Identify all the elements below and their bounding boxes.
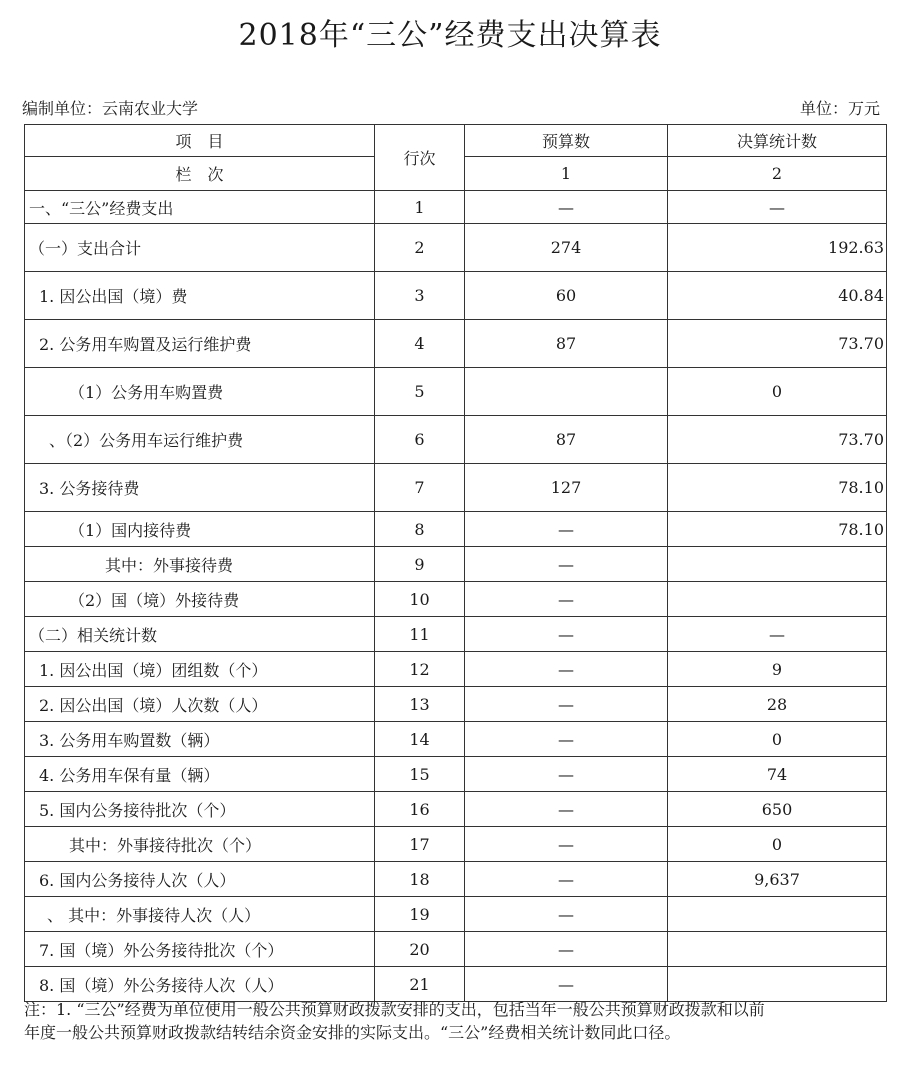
header-item: 项 目: [25, 125, 375, 157]
row-line: 12: [375, 652, 465, 687]
table-row: [25, 617, 887, 652]
row-budget: —: [465, 512, 668, 547]
table-row: [25, 191, 887, 224]
row-item: 、 其中：外事接待人次（人）: [25, 897, 375, 932]
header-line-no: 行次: [375, 125, 465, 191]
row-budget: —: [465, 582, 668, 617]
row-final: 0: [668, 368, 887, 416]
row-item: 1. 因公出国（境）费: [25, 272, 375, 320]
row-final: [668, 582, 887, 617]
row-final: 0: [668, 827, 887, 862]
row-final: 78.10: [668, 512, 887, 547]
row-budget: 127: [465, 464, 668, 512]
row-budget: —: [465, 792, 668, 827]
header-final-col-no: 2: [668, 157, 887, 191]
row-final: —: [668, 191, 887, 224]
row-line: 19: [375, 897, 465, 932]
row-budget: 274: [465, 224, 668, 272]
row-item: （一）支出合计: [25, 224, 375, 272]
row-item: 、（2）公务用车运行维护费: [25, 416, 375, 464]
row-budget: [465, 368, 668, 416]
row-line: 6: [375, 416, 465, 464]
row-item: 8. 国（境）外公务接待人次（人）: [25, 967, 375, 1002]
row-final: [668, 547, 887, 582]
table-row: [25, 897, 887, 932]
row-budget: —: [465, 862, 668, 897]
compiling-unit: 编制单位：云南农业大学: [22, 99, 199, 118]
row-line: 7: [375, 464, 465, 512]
row-line: 16: [375, 792, 465, 827]
header-budget-col-no: 1: [465, 157, 668, 191]
row-final: 73.70: [668, 416, 887, 464]
row-item: 5. 国内公务接待批次（个）: [25, 792, 375, 827]
row-item: 其中：外事接待批次（个）: [25, 827, 375, 862]
table-row: [25, 757, 887, 792]
table-row: [25, 368, 887, 416]
header-column-order: 栏 次: [25, 157, 375, 191]
row-line: 9: [375, 547, 465, 582]
footnote-line: 年度一般公共预算财政拨款结转结余资金安排的实际支出。“三公”经费相关统计数同此口径。: [24, 1023, 681, 1042]
row-line: 10: [375, 582, 465, 617]
row-budget: —: [465, 687, 668, 722]
row-item: 一、“三公”经费支出: [25, 191, 375, 224]
table-row: [25, 464, 887, 512]
row-budget: —: [465, 191, 668, 224]
footnote-line: 注：1. “三公”经费为单位使用一般公共预算财政拨款安排的支出，包括当年一般公共预算财政拨款和以前: [24, 1000, 765, 1019]
row-budget: 60: [465, 272, 668, 320]
header-final: 决算统计数: [668, 125, 887, 157]
row-line: 20: [375, 932, 465, 967]
row-item: 3. 公务接待费: [25, 464, 375, 512]
table-row: [25, 320, 887, 368]
footnote: [24, 998, 890, 1044]
row-budget: —: [465, 932, 668, 967]
row-final: 650: [668, 792, 887, 827]
row-item: 6. 国内公务接待人次（人）: [25, 862, 375, 897]
row-final: 78.10: [668, 464, 887, 512]
table-row: [25, 967, 887, 1002]
table-row: [25, 272, 887, 320]
row-item: 2. 因公出国（境）人次数（人）: [25, 687, 375, 722]
row-final: [668, 897, 887, 932]
row-line: 15: [375, 757, 465, 792]
row-final: 73.70: [668, 320, 887, 368]
row-line: 14: [375, 722, 465, 757]
row-item: 3. 公务用车购置数（辆）: [25, 722, 375, 757]
row-item: 7. 国（境）外公务接待批次（个）: [25, 932, 375, 967]
row-final: [668, 932, 887, 967]
table-row: [25, 827, 887, 862]
table-row: [25, 547, 887, 582]
row-item: 1. 因公出国（境）团组数（个）: [25, 652, 375, 687]
row-line: 3: [375, 272, 465, 320]
row-line: 11: [375, 617, 465, 652]
row-line: 13: [375, 687, 465, 722]
row-final: 0: [668, 722, 887, 757]
row-budget: —: [465, 757, 668, 792]
row-item: 其中：外事接待费: [25, 547, 375, 582]
table-row: [25, 932, 887, 967]
row-final: 192.63: [668, 224, 887, 272]
row-budget: —: [465, 617, 668, 652]
row-final: 74: [668, 757, 887, 792]
row-item: （1）国内接待费: [25, 512, 375, 547]
row-budget: 87: [465, 416, 668, 464]
row-item: （二）相关统计数: [25, 617, 375, 652]
row-final: 40.84: [668, 272, 887, 320]
table-row: [25, 582, 887, 617]
table-row: [25, 652, 887, 687]
row-final: 9: [668, 652, 887, 687]
row-budget: —: [465, 967, 668, 1002]
row-item: （2）国（境）外接待费: [25, 582, 375, 617]
row-line: 5: [375, 368, 465, 416]
row-final: —: [668, 617, 887, 652]
row-budget: 87: [465, 320, 668, 368]
table-row: [25, 792, 887, 827]
row-budget: —: [465, 897, 668, 932]
table-row: [25, 224, 887, 272]
row-budget: —: [465, 722, 668, 757]
row-line: 8: [375, 512, 465, 547]
page-title: 2018年“三公”经费支出决算表: [238, 18, 662, 53]
row-budget: —: [465, 827, 668, 862]
row-line: 2: [375, 224, 465, 272]
row-item: （1）公务用车购置费: [25, 368, 375, 416]
table-row: [25, 416, 887, 464]
header-row: [25, 125, 887, 157]
row-item: 4. 公务用车保有量（辆）: [25, 757, 375, 792]
table-row: [25, 722, 887, 757]
table-row: [25, 687, 887, 722]
row-final: 9,637: [668, 862, 887, 897]
row-final: [668, 967, 887, 1002]
row-budget: —: [465, 652, 668, 687]
row-line: 18: [375, 862, 465, 897]
row-line: 17: [375, 827, 465, 862]
currency-unit: 单位：万元: [799, 99, 880, 118]
row-item: 2. 公务用车购置及运行维护费: [25, 320, 375, 368]
table-row: [25, 512, 887, 547]
table-row: [25, 862, 887, 897]
row-line: 21: [375, 967, 465, 1002]
row-line: 1: [375, 191, 465, 224]
row-final: 28: [668, 687, 887, 722]
row-budget: —: [465, 547, 668, 582]
row-line: 4: [375, 320, 465, 368]
expense-table: [24, 124, 887, 1002]
header-budget: 预算数: [465, 125, 668, 157]
